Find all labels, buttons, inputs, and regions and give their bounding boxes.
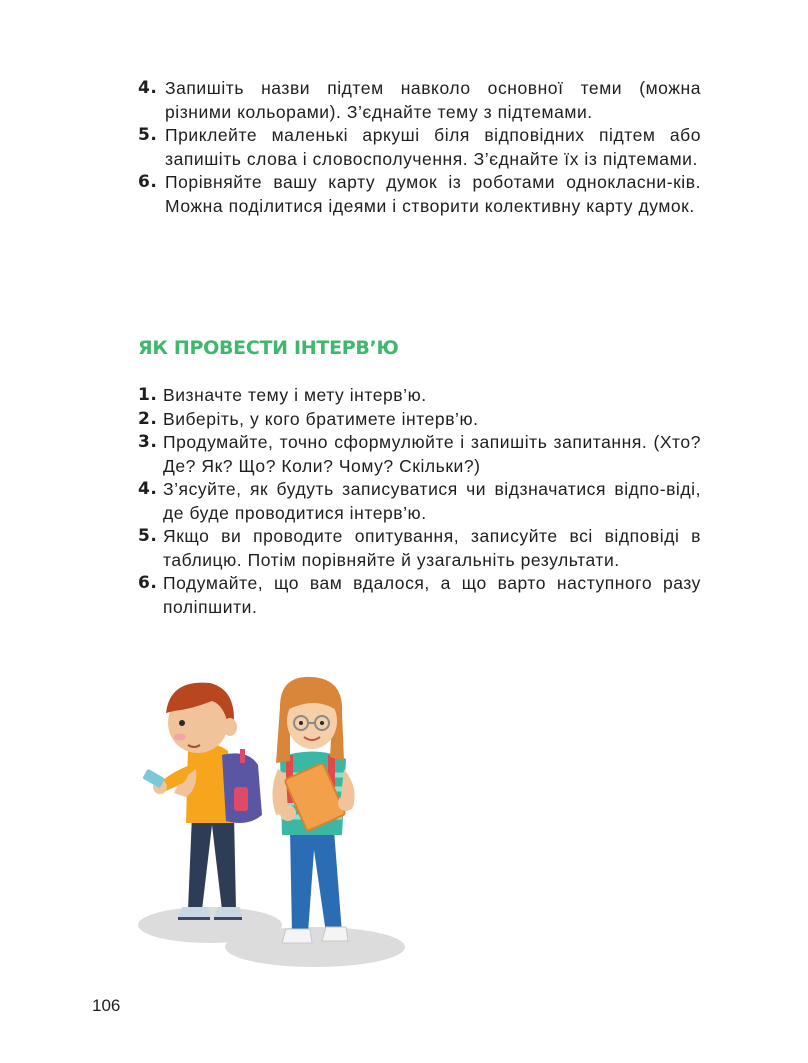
list-item [138, 408, 701, 432]
step-text: Якщо ви проводите опитування, записуйте всі відповіді в таблицю. Потім порівняйте й узагальніть результати. [163, 526, 701, 570]
section-title: ЯК ПРОВЕСТИ ІНТЕРВ’Ю [138, 337, 399, 359]
step-text: Виберіть, у кого братимете інтерв’ю. [163, 408, 479, 429]
mindmap-steps-list [138, 77, 701, 218]
list-item [138, 124, 701, 171]
step-text: Запишіть назви підтем навколо основної теми (можна різними кольорами). З’єднайте тему з підтемами. [165, 78, 701, 122]
step-text: Визначте тему і мету інтерв’ю. [163, 385, 427, 405]
list-item [138, 431, 701, 478]
girl-shadow [225, 927, 405, 967]
step-number: 6. [138, 172, 158, 192]
step-number: 4. [138, 479, 158, 499]
step-number: 6. [138, 573, 158, 593]
step-text: З’ясуйте, як будуть записуватися чи відзначатися відпо-віді, де буде проводитися інтерв’ю. [163, 479, 701, 523]
step-text: Продумайте, точно сформулюйте і запишіть запитання. (Хто? Де? Як? Що? Коли? Чому? Скільки?) [163, 432, 701, 476]
page-number: 106 [92, 996, 121, 1015]
boy-figure [142, 683, 262, 920]
children-illustration [130, 665, 420, 975]
list-item [138, 384, 701, 408]
step-text: Подумайте, що вам вдалося, а що варто наступного разу поліпшити. [163, 573, 701, 617]
step-number: 2. [138, 408, 158, 429]
list-item [138, 77, 701, 124]
step-number: 5. [138, 125, 158, 145]
step-text: Порівняйте вашу карту думок із роботами однокласни-ків. Можна поділитися ідеями і створити колективну карту думок. [165, 172, 701, 216]
list-item [138, 171, 701, 218]
step-number: 4. [138, 78, 158, 98]
step-number: 1. [138, 385, 158, 405]
step-number: 3. [138, 432, 158, 452]
interview-steps-list [138, 384, 701, 619]
step-text: Приклейте маленькі аркуші біля відповідних підтем або запишіть слова і словосполучення. З’єднайте їх із підтемами. [165, 125, 701, 169]
list-item [138, 478, 701, 525]
list-item [138, 572, 701, 619]
list-item [138, 525, 701, 572]
girl-figure [272, 677, 354, 943]
step-number: 5. [138, 526, 158, 546]
